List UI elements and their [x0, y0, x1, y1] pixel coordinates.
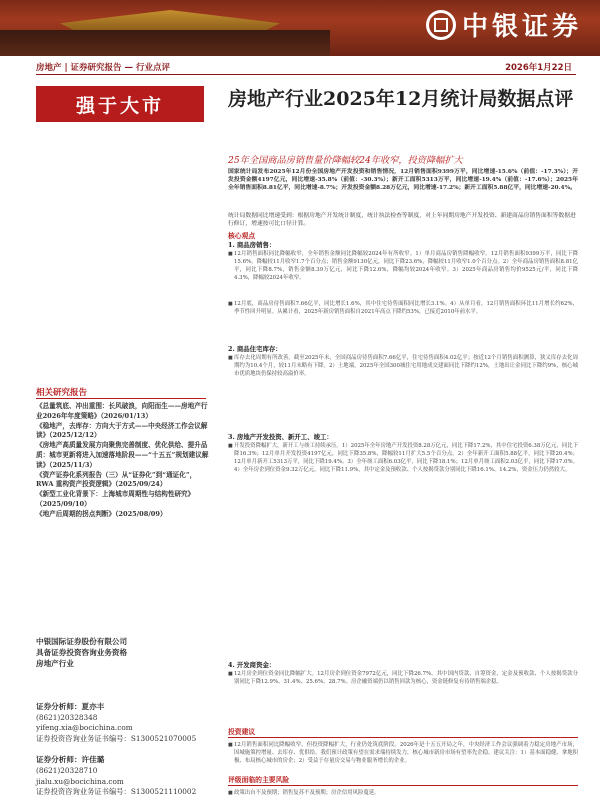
risk-heading: 评级面临的主要风险	[228, 776, 290, 784]
investment-advice-body	[228, 741, 578, 771]
header-banner	[0, 0, 600, 56]
investment-advice-divider	[228, 737, 578, 738]
related-reports-title: 相关研究报告	[36, 388, 88, 398]
related-report-item[interactable]: 《新型工业化背景下：上海城市周期性与结构性研究》（2025/09/10）	[36, 490, 195, 508]
rating-badge: 强于大市	[36, 86, 204, 122]
related-report-item[interactable]: 《资产证券化系列报告（三）从“证券化”到“通证化”，RWA 重构资产投资逻辑》（2025/09/24）	[36, 470, 197, 489]
core-views-heading: 核心观点	[228, 232, 256, 240]
boc-logo-icon	[426, 10, 456, 40]
related-report-item[interactable]: 《稳地产，去库存：方向大于方式——中央经济工作会议解读》（2025/12/12）	[36, 421, 208, 440]
related-report-item[interactable]: 《房地产高质量发展方向聚焦完善制度、优化供给、提升品质：城市更新将进入加速落地阶段——“十五五”规划建议解读》（2025/11/3）	[36, 441, 209, 469]
paragraph-text: 12月销售面积同比降幅收窄，全年销售金额同比降幅较2024年有所收窄。1）单月商品房销售降幅收窄。12月销售面积9399万平，同比下降15.6%，降幅较11月收窄1.7个百分点；销售金额9130亿元，同比下降23.6%，降幅较11月收窄1.0个百分点。2）全年商品房销售面积8.81亿平，同比下降8.7%，销售金额8.39万亿元，同比下降12.6%，降幅均较2024年收窄。3）2025年商品房销售均价9525元/平，同比下降4.3%，降幅较2024年收窄。	[234, 251, 578, 281]
report-category: 房地产 | 证券研究报告 — 行业点评	[36, 63, 170, 73]
left-sidebar	[0, 80, 218, 800]
bullet-icon: ■	[228, 443, 233, 449]
brand-name: 中银证券	[461, 12, 582, 42]
paragraph-text: 12月底，商品房待售面积7.66亿平，同比增长1.6%，其中住宅待售面积同比增长3.1%。4）从单月看，12月销售面积环比11月增长约62%，季节性回升明显。从累计看，2025年新房销售面积自2021年高点下降约53%，已接近2010年前水平。	[234, 301, 578, 315]
bullet-icon: ■	[228, 355, 233, 361]
related-report-item[interactable]: 《地产后周期的拐点判断》（2025/08/09）	[36, 510, 167, 519]
report-header-bar	[0, 58, 600, 74]
related-report-item[interactable]: 《总量筑底、冲出重围：长风破浪，向阳而生——房地产行业2026年年度策略》（2026/01/13）	[36, 402, 208, 420]
firm-info	[36, 636, 127, 669]
section-body-sales-2	[228, 300, 578, 334]
bullet-icon: ■	[228, 671, 233, 677]
firm-qualification: 具备证券投资咨询业务资格	[36, 648, 128, 657]
section-heading-sales: 1. 商品房销售：	[228, 241, 276, 249]
paragraph-text: 12月房企到位资金同比降幅扩大。12月房企到位资金7972亿元，同比下降26.7%，其中国内贷款、自筹资金、定金及预收款、个人按揭贷款分别同比下降12.9%、31.4%、25.6%、28.7%。房企融资端仍以销售回款为核心，资金链修复有待销售端企稳。	[234, 671, 578, 685]
data-note: 统计局数据同比增速受到：根据房地产开发统计制度，统计执法检查等制度，对上年同期房地产开发投资、新建商品房销售面积等数据进行修订，增速按可比口径计算。	[228, 213, 576, 228]
paragraph-text: 库存去化周期有所改善。截至2025年末，全国商品房待售面积7.66亿平，住宅待售面积4.02亿平；按近12个月销售面积测算，狭义库存去化周期约为10.4个月，较11月末略有下降。2）土地端，2025年全国300城住宅用地成交建面同比下降约12%，土地出让金同比下降约9%，核心城市优质地块仍保持较高溢价率。	[234, 355, 578, 377]
analyst-cert: 证券投资咨询业务证书编号：S1300521070005	[36, 733, 197, 743]
palace-eave-illustration	[0, 30, 330, 56]
paragraph-text: 12月销售面积同比降幅收窄，但投资降幅扩大，行业仍处筑底阶段。2026年是十五五开局之年，中央经济工作会议强调着力稳定房地产市场，因城施策控增量、去库存、优供给。我们预计政策有望在需求端持续发力，核心城市新房市场有望率先企稳。建议关注：1）基本面稳健、拿地积极、布局核心城市的房企；2）受益于存量房交易与物业服务增长的企业。	[234, 742, 578, 764]
analyst-email[interactable]: jialu.xu@bocichina.com	[36, 776, 124, 786]
paragraph-text: 政策出台不及预期；销售复苏不及预期；房企信用风险蔓延。	[234, 790, 380, 796]
firm-industry: 房地产行业	[36, 659, 74, 668]
main-content	[228, 80, 578, 800]
bullet-icon: ■	[228, 251, 233, 257]
analyst-email[interactable]: yifeng.xia@bocichina.com	[36, 723, 133, 733]
paragraph-text: 开发投资降幅扩大，新开工与竣工持续承压。1）2025年全年房地产开发投资8.28万亿元，同比下降17.2%，其中住宅投资6.38万亿元，同比下降16.3%；12月单月开发投资4197亿元，同比下降35.8%，降幅较11月扩大5.5个百分点。2）全年新开工面积5.88亿平，同比下降20.4%；12月单月新开工5313万平，同比下降19.4%。3）全年竣工面积6.03亿平，同比下降18.1%；12月单月竣工面积2.03亿平，同比下降17.0%。4）全年房企到位资金9.32万亿元，同比下降11.9%，其中定金及预收款、个人按揭贷款分别同比下降16.1%、14.2%，资金压力仍然较大。	[234, 443, 578, 473]
risk-body	[228, 789, 578, 799]
section-heading-funding: 4. 开发商资金：	[228, 661, 276, 669]
bullet-icon: ■	[228, 742, 233, 748]
bullet-icon: ■	[228, 790, 233, 796]
analyst-cert: 证券投资咨询业务证书编号：S1300521110002	[36, 787, 197, 797]
report-date: 2026年1月22日	[505, 63, 572, 73]
investment-advice-heading: 投资建议	[228, 728, 256, 736]
analyst-name: 证券分析师：许佳璐	[36, 755, 105, 765]
header-divider	[36, 74, 576, 75]
analyst-phone: (8621)20328710	[36, 765, 98, 775]
bullet-icon: ■	[228, 301, 233, 307]
related-reports-list	[36, 402, 210, 520]
analyst-info	[36, 702, 216, 798]
brand-logo	[426, 6, 582, 43]
analyst-name: 证券分析师：夏亦丰	[36, 702, 105, 711]
section-body-funding	[228, 670, 578, 720]
analyst-phone: (8621)20328348	[36, 712, 98, 722]
section-body-inventory	[228, 354, 578, 420]
section-heading-inventory: 2. 商品住宅库存：	[228, 345, 282, 353]
section-heading-investment: 3. 房地产开发投资、新开工、竣工：	[228, 433, 333, 441]
risk-divider	[228, 785, 578, 786]
report-subtitle: 25年全国商品房销售量价降幅较24年收窄，投资降幅扩大	[228, 155, 463, 166]
report-title: 房地产行业2025年12月统计局数据点评	[228, 88, 574, 110]
report-summary: 国家统计局发布2025年12月份全国房地产开发投资和销售情况，12月销售面积9399万平，同比增速-15.6%（前值：-17.3%）；开发投资金额4197亿元，同比增速-35.8%（前值：-30.3%）；新开工面积5313万平，同比增速-19.4%（前值：-17.6%）；2025年全年销售面积8.81亿平，同比增速-8.7%；开发投资金额8.28万亿元，同比增速-17.2%；新开工面积5.88亿平，同比增速-20.4%。	[228, 169, 578, 192]
firm-name: 中银国际证券股份有限公司	[36, 637, 128, 646]
section-body-sales-1	[228, 250, 578, 298]
related-reports-divider	[36, 398, 206, 399]
palace-roof-illustration	[60, 10, 280, 32]
section-body-investment	[228, 442, 578, 650]
